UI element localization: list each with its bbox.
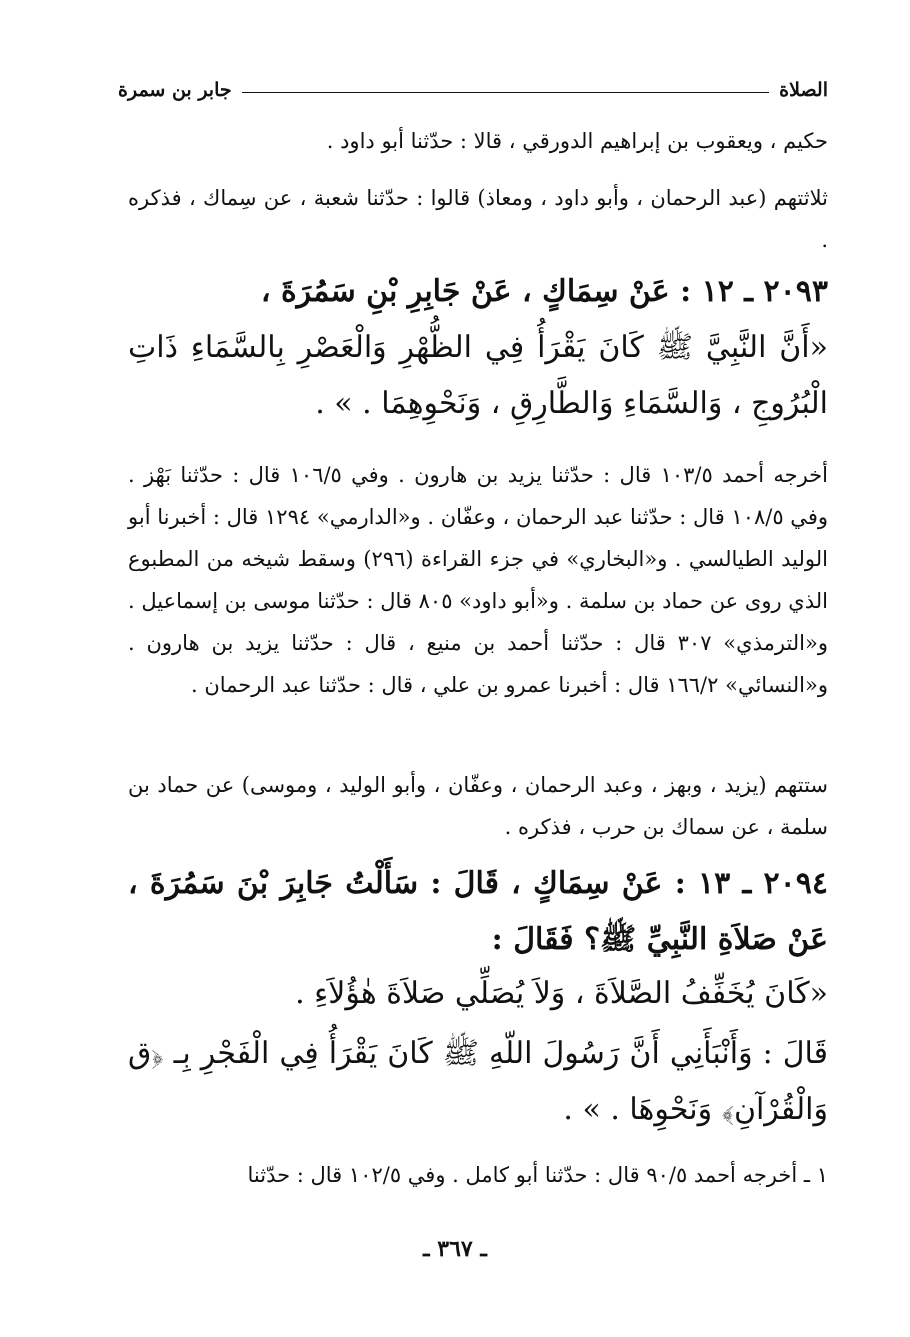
page-number: ـ ٣٦٧ ـ — [423, 1236, 487, 1262]
top-paragraph: ثلاثتهم (عبد الرحمان ، وأبو داود ، ومعاذ) قالوا : حدّثنا شعبة ، عن سِماك ، فذكره . — [128, 186, 828, 252]
takhrij-2094-line: ١ ـ أخرجه أحمد ٩٠/٥ قال : حدّثنا أبو كامل . وفي ١٠٢/٥ قال : حدّثنا — [247, 1163, 828, 1187]
hadith-2094-line-1: «كَانَ يُخَفِّفُ الصَّلاَةَ ، وَلاَ يُصَلِّي صَلاَةَ هٰؤُلاَءِ . — [295, 976, 828, 1011]
section-title: الصلاة — [779, 79, 828, 101]
subsection-title: جابر بن سمرة — [118, 79, 232, 101]
takhrij-2093-paragraph: أخرجه أحمد ١٠٣/٥ قال : حدّثنا يزيد بن هارون . وفي ١٠٦/٥ قال : حدّثنا بَهْز . وفي ١٠٨/٥ قال : حدّثنا عبد الرحمان ، وعفّان . و«الدارمي» ١٢٩٤ قال : أخبرنا أبو الوليد الطيالسي . و«البخاري» في جزء القراءة (٢٩٦) وسقط شيخه من المطبوع الذي روى عن حماد بن سلمة . و«أبو داود» ٨٠٥ قال : حدّثنا موسى بن إسماعيل . و«الترمذي» ٣٠٧ قال : حدّثنا أحمد بن منيع ، قال : حدّثنا يزيد بن هارون . و«النسائي» ١٦٦/٢ قال : أخبرنا عمرو بن علي ، قال : حدّثنا عبد الرحمان . — [128, 463, 828, 697]
top-line: حكيم ، ويعقوب بن إبراهيم الدورقي ، قالا : حدّثنا أبو داود . — [326, 129, 828, 153]
hadith-2094-line-2: قَالَ : وَأَنْبَأَنِي أَنَّ رَسُولَ اللّهِ ﷺ كَانَ يَقْرَأُ فِي الْفَجْرِ بِـ ﴿ق وَالْقُرْآنِ﴾ وَنَحْوِهَا . » . — [128, 1036, 828, 1127]
hadith-2094-heading: ٢٠٩٤ ـ ١٣ : عَنْ سِمَاكٍ ، قَالَ : سَأَلْتُ جَابِرَ بْنَ سَمُرَةَ ، عَنْ صَلاَةِ النَّبِيِّ ﷺ؟ فَقَالَ : — [128, 866, 828, 957]
hadith-2093-text: «أَنَّ النَّبِيَّ ﷺ كَانَ يَقْرَأُ فِي الظُّهْرِ وَالْعَصْرِ بِالسَّمَاءِ ذَاتِ الْبُرُوجِ ، وَالسَّمَاءِ وَالطَّارِقِ ، وَنَحْوِهِمَا . » . — [128, 330, 828, 421]
running-header — [118, 72, 828, 108]
takhrij-2093-summary: ستتهم (يزيد ، وبهز ، وعبد الرحمان ، وعفّان ، وأبو الوليد ، وموسى) عن حماد بن سلمة ، عن سماك بن حرب ، فذكره . — [128, 773, 828, 839]
header-rule — [242, 92, 770, 93]
hadith-2093-heading: ٢٠٩٣ ـ ١٢ : عَنْ سِمَاكٍ ، عَنْ جَابِرِ بْنِ سَمُرَةَ ، — [260, 274, 828, 309]
